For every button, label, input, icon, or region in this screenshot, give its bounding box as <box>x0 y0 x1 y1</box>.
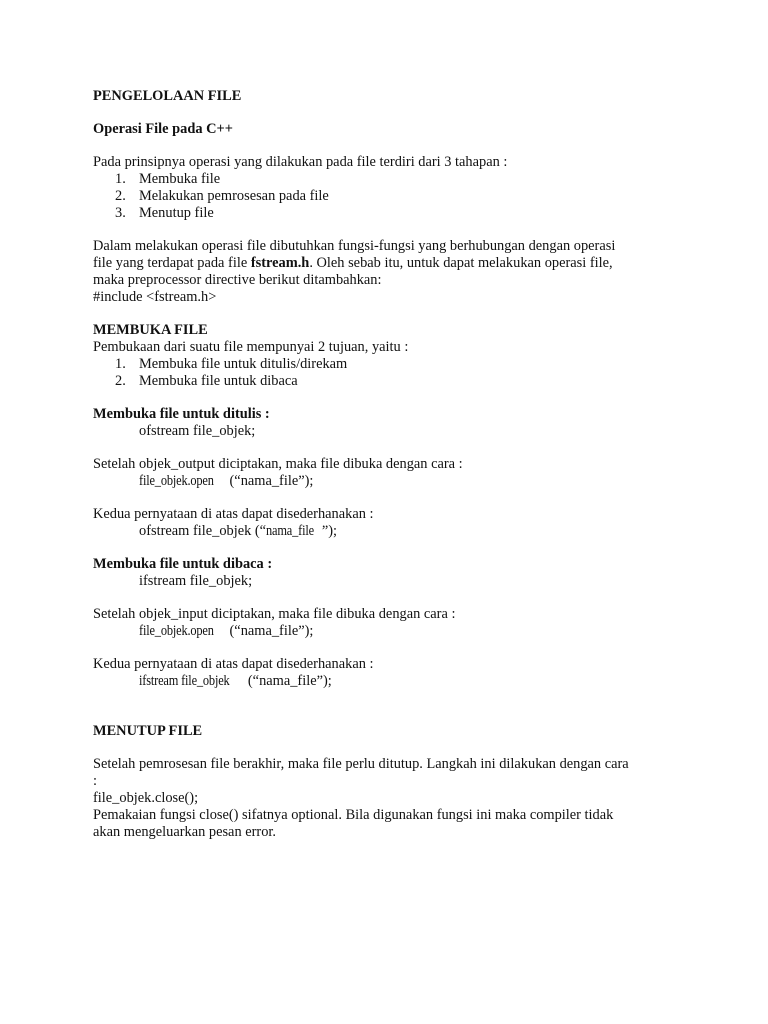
code-line: file_objek.open (“nama_file”); <box>139 473 314 489</box>
include-directive: #include <fstream.h> <box>93 289 217 305</box>
code-line: ifstream file_objek; <box>139 573 253 589</box>
paragraph-line: Pemakaian fungsi close() sifatnya optional. Bila digunakan fungsi ini maka compiler tidak <box>93 807 614 823</box>
heading-menutup-file: MENUTUP FILE <box>93 723 203 739</box>
section-subtitle: Operasi File pada C++ <box>93 121 233 137</box>
list-item: 2. Melakukan pemrosesan pada file <box>115 188 329 204</box>
list-item: 1. Membuka file untuk ditulis/direkam <box>115 356 348 372</box>
document-title: PENGELOLAAN FILE <box>93 88 242 104</box>
paragraph-line: Kedua pernyataan di atas dapat disederhanakan : <box>93 506 374 522</box>
heading-dibaca: Membuka file untuk dibaca : <box>93 556 273 572</box>
paragraph-line: maka preprocessor directive berikut ditambahkan: <box>93 272 382 288</box>
paragraph-line: Setelah objek_output diciptakan, maka file dibuka dengan cara : <box>93 456 463 472</box>
paragraph-line: Dalam melakukan operasi file dibutuhkan fungsi-fungsi yang berhubungan dengan operasi <box>93 238 616 254</box>
header-filename: fstream.h <box>250 255 310 271</box>
paragraph-line: Kedua pernyataan di atas dapat disederhanakan : <box>93 656 374 672</box>
paragraph-line: Setelah objek_input diciptakan, maka file dibuka dengan cara : <box>93 606 456 622</box>
code-line: ofstream file_objek; <box>139 423 256 439</box>
intro-paragraph: Pada prinsipnya operasi yang dilakukan pada file terdiri dari 3 tahapan : <box>93 154 508 170</box>
code-line: file_objek.open (“nama_file”); <box>139 623 314 639</box>
list-item: 2. Membuka file untuk dibaca <box>115 373 298 389</box>
code-line: file_objek.close(); <box>93 790 199 806</box>
paragraph-line: Setelah pemrosesan file berakhir, maka file perlu ditutup. Langkah ini dilakukan dengan cara <box>93 756 629 772</box>
heading-membuka-file: MEMBUKA FILE <box>93 322 208 338</box>
document-page <box>93 88 693 841</box>
paragraph-line: : <box>93 773 97 789</box>
list-item: 3. Menutup file <box>115 205 214 221</box>
heading-ditulis: Membuka file untuk ditulis : <box>93 406 270 422</box>
code-line: ifstream file_objek (“nama_file”); <box>139 673 332 689</box>
code-line: ofstream file_objek (“nama_file ”); <box>139 523 338 539</box>
list-item: 1. Membuka file <box>115 171 221 187</box>
paragraph-line: Pembukaan dari suatu file mempunyai 2 tujuan, yaitu : <box>93 339 409 355</box>
paragraph-line: file yang terdapat pada file fstream.h. Oleh sebab itu, untuk dapat melakukan operasi file, <box>93 255 613 271</box>
paragraph-line: akan mengeluarkan pesan error. <box>93 824 276 840</box>
